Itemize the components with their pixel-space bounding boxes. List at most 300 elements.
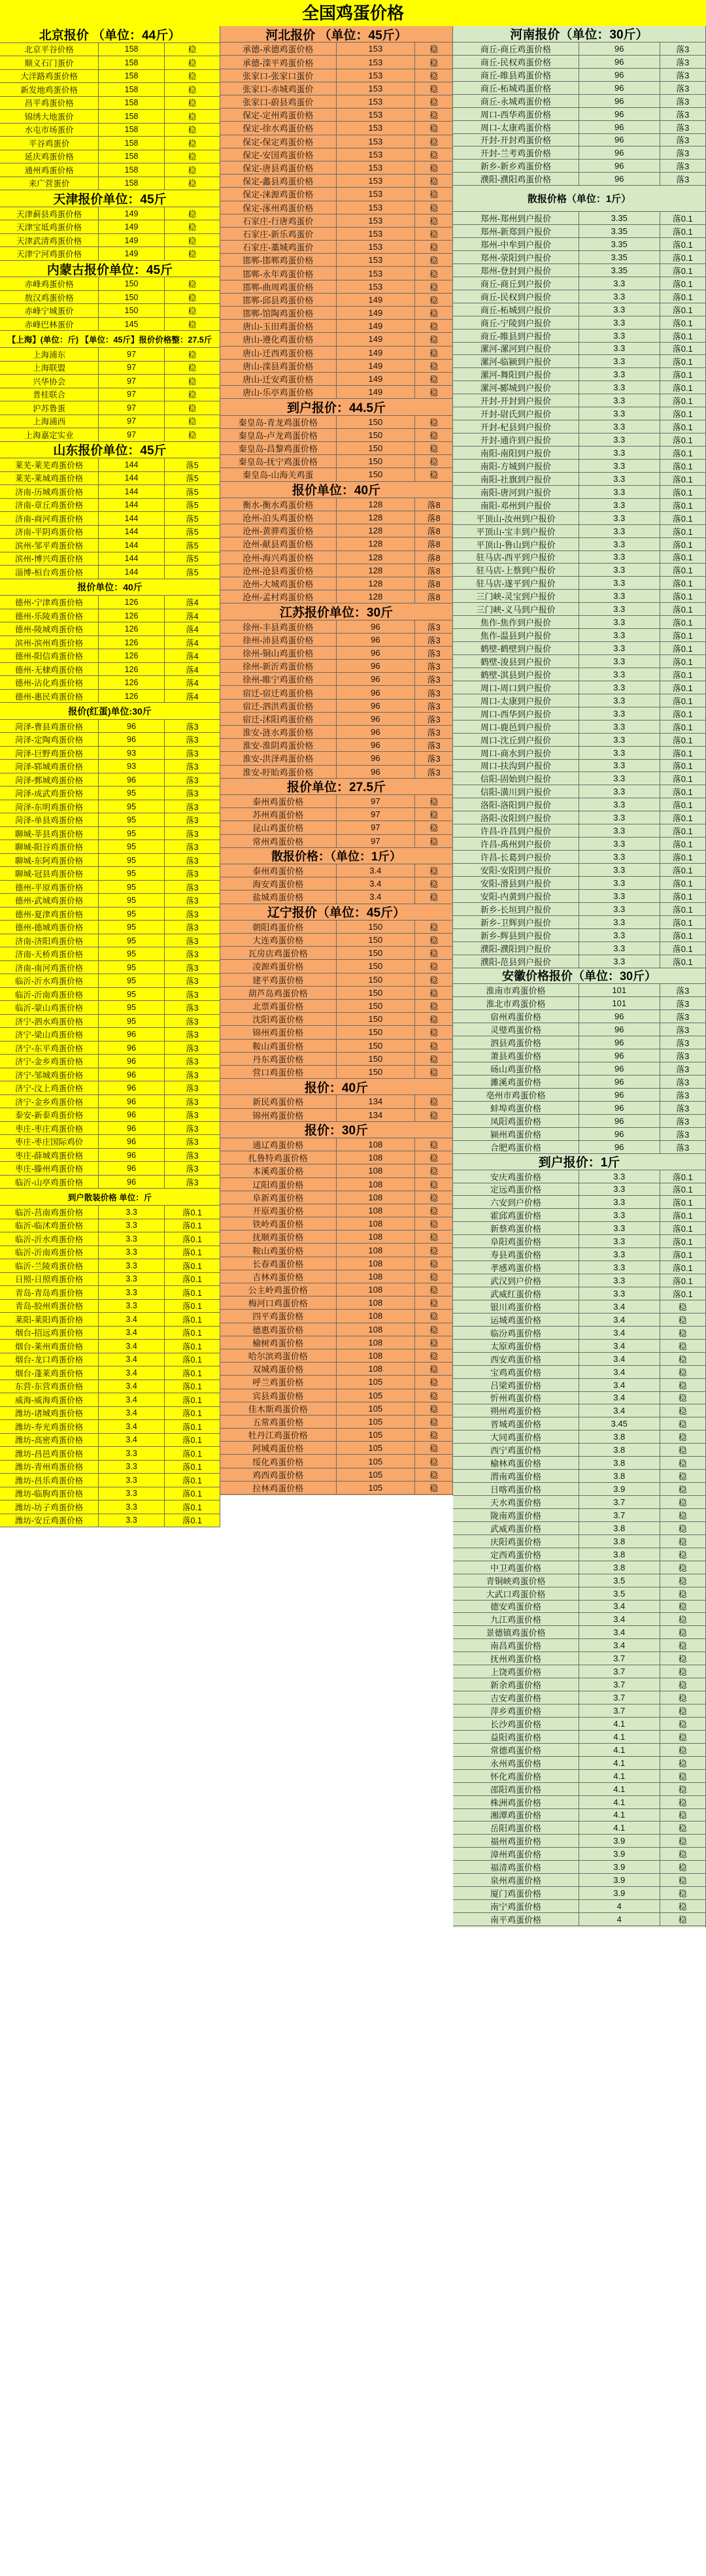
price-row xyxy=(220,241,452,254)
price-row xyxy=(0,1487,220,1501)
location-cell: 三门峡-灵宝到户报价 xyxy=(453,590,579,602)
location-cell: 晋城鸡蛋价格 xyxy=(453,1417,579,1430)
trend-cell: 稳 xyxy=(188,417,197,427)
price-row xyxy=(220,347,452,360)
price-cell: 3.3 xyxy=(579,564,660,576)
price-row xyxy=(453,707,705,720)
location-cell: 北票鸡蛋价格 xyxy=(220,1000,337,1012)
price-row xyxy=(0,1340,220,1353)
location-cell: 锦州鸡蛋价格 xyxy=(220,1109,337,1121)
price-row xyxy=(453,1417,705,1431)
trend-cell: 落5 xyxy=(186,487,199,497)
price-row xyxy=(453,642,705,655)
trend-cell: 稳 xyxy=(678,1850,687,1860)
trend-cell: 落3 xyxy=(186,1097,199,1107)
price-row xyxy=(453,851,705,864)
location-cell: 益阳鸡蛋价格 xyxy=(453,1731,579,1743)
trend-cell: 稳 xyxy=(429,1067,439,1077)
section-header: 到户报价：44.5斤 xyxy=(220,399,452,415)
price-row xyxy=(0,220,220,234)
price-cell: 3.8 xyxy=(579,1457,660,1469)
price-cell: 150 xyxy=(337,921,416,933)
price-cell: 95 xyxy=(99,827,165,840)
price-row xyxy=(0,1219,220,1233)
trend-cell: 落0.1 xyxy=(182,1476,202,1485)
trend-cell: 落0.1 xyxy=(182,1382,202,1392)
location-cell: 漯河-舞阳到户报价 xyxy=(453,368,579,381)
price-cell: 3.3 xyxy=(579,916,660,928)
trend-cell: 落3 xyxy=(186,736,199,745)
trend-cell: 稳 xyxy=(429,1140,439,1151)
trend-cell: 稳 xyxy=(188,350,197,360)
trend-cell: 落3 xyxy=(427,675,441,685)
trend-cell: 落3 xyxy=(676,1038,690,1049)
location-cell: 济宁-梁山鸡蛋价格 xyxy=(0,1028,99,1041)
location-cell: 聊城-冠县鸡蛋价格 xyxy=(0,867,99,880)
location-cell: 保定-安国鸡蛋价格 xyxy=(220,148,337,161)
trend-cell: 稳 xyxy=(429,1219,439,1230)
trend-cell: 落0.1 xyxy=(672,1263,693,1274)
trend-cell: 稳 xyxy=(678,1406,687,1417)
trend-cell: 稳 xyxy=(429,1166,439,1177)
price-row xyxy=(453,903,705,916)
price-cell: 3.3 xyxy=(579,642,660,654)
price-row xyxy=(220,56,452,69)
section-header: 内蒙古报价单位：45斤 xyxy=(0,261,220,278)
trend-cell: 稳 xyxy=(429,361,439,371)
region-column xyxy=(453,26,706,1927)
trend-cell: 稳 xyxy=(429,1246,439,1256)
location-cell: 焦作-焦作到户报价 xyxy=(453,616,579,628)
price-row xyxy=(453,1076,705,1089)
price-row xyxy=(0,1028,220,1042)
trend-cell: 稳 xyxy=(429,1232,439,1243)
price-cell: 3.3 xyxy=(579,1235,660,1247)
price-row xyxy=(220,564,452,577)
trend-cell: 稳 xyxy=(678,1876,687,1886)
price-cell: 3.45 xyxy=(579,1417,660,1430)
trend-cell: 落0.1 xyxy=(182,1302,202,1312)
location-cell: 定西鸡蛋价格 xyxy=(453,1548,579,1561)
location-cell: 日喀鸡蛋价格 xyxy=(453,1483,579,1495)
price-row xyxy=(453,955,705,968)
price-row xyxy=(220,1138,452,1151)
price-cell: 3.3 xyxy=(579,394,660,407)
section-header: 报价单位：27.5斤 xyxy=(220,779,452,795)
price-cell: 95 xyxy=(99,854,165,867)
trend-cell: 稳 xyxy=(188,236,197,246)
price-cell: 96 xyxy=(99,773,165,787)
trend-cell: 落0.1 xyxy=(672,618,693,628)
trend-cell: 落0.1 xyxy=(672,878,693,889)
price-row xyxy=(220,373,452,386)
price-cell: 3.4 xyxy=(99,1340,165,1353)
trend-cell: 稳 xyxy=(678,1732,687,1742)
trend-cell: 落3 xyxy=(186,749,199,758)
location-cell: 商丘-永城鸡蛋价格 xyxy=(453,95,579,107)
price-cell: 96 xyxy=(337,686,416,698)
location-cell: 德州-武城鸡蛋价格 xyxy=(0,894,99,907)
trend-cell: 落0.1 xyxy=(672,761,693,771)
price-row xyxy=(220,726,452,739)
price-cell: 3.8 xyxy=(579,1444,660,1456)
price-cell: 3.3 xyxy=(579,1183,660,1196)
trend-cell: 稳 xyxy=(188,85,197,95)
price-row xyxy=(453,277,705,290)
location-cell: 张家口-蔚县鸡蛋价 xyxy=(220,95,337,108)
location-cell: 唐山-滦县鸡蛋价格 xyxy=(220,360,337,372)
location-cell: 张家口-赤城鸡蛋价 xyxy=(220,82,337,95)
price-cell: 95 xyxy=(99,894,165,907)
price-row xyxy=(0,1447,220,1461)
location-cell: 常州鸡蛋价格 xyxy=(220,835,337,847)
trend-cell: 落0.1 xyxy=(672,1237,693,1247)
trend-cell: 稳 xyxy=(429,975,439,985)
trend-cell: 稳 xyxy=(678,1706,687,1716)
trend-cell: 落3 xyxy=(676,1051,690,1062)
price-cell: 126 xyxy=(99,609,165,622)
location-cell: 驻马店-西平到户报价 xyxy=(453,551,579,564)
location-cell: 淄博-桓台鸡蛋价格 xyxy=(0,566,99,579)
trend-cell: 落3 xyxy=(186,1138,199,1147)
price-cell: 3.7 xyxy=(579,1509,660,1521)
price-row xyxy=(0,485,220,499)
location-cell: 颍州鸡蛋价格 xyxy=(453,1128,579,1140)
price-row xyxy=(453,1300,705,1313)
location-cell: 鞍山鸡蛋价格 xyxy=(220,1040,337,1052)
price-row xyxy=(0,566,220,579)
price-cell: 4.1 xyxy=(579,1718,660,1730)
trend-cell: 稳 xyxy=(429,1391,439,1401)
price-cell: 3.3 xyxy=(579,447,660,459)
price-cell: 150 xyxy=(337,468,416,481)
price-cell: 3.9 xyxy=(579,1483,660,1495)
price-row xyxy=(0,512,220,526)
location-cell: 聊城-阳谷鸡蛋价格 xyxy=(0,840,99,853)
price-cell: 149 xyxy=(337,386,416,398)
trend-cell: 稳 xyxy=(429,922,439,932)
location-cell: 沧州-沧县鸡蛋价格 xyxy=(220,564,337,577)
price-row xyxy=(0,97,220,110)
price-cell: 108 xyxy=(337,1191,416,1204)
trend-cell: 稳 xyxy=(429,949,439,959)
location-cell: 砀山鸡蛋价格 xyxy=(453,1062,579,1075)
trend-cell: 落0.1 xyxy=(672,904,693,915)
price-row xyxy=(453,343,705,356)
price-row xyxy=(0,609,220,623)
price-row xyxy=(0,247,220,261)
price-cell: 96 xyxy=(579,1102,660,1114)
price-row xyxy=(220,752,452,765)
price-cell: 95 xyxy=(99,813,165,826)
price-cell: 126 xyxy=(99,690,165,703)
price-row xyxy=(220,577,452,590)
price-cell: 96 xyxy=(579,1062,660,1075)
location-cell: 开封-开封鸡蛋价格 xyxy=(453,134,579,146)
price-cell: 93 xyxy=(99,760,165,773)
location-cell: 济宁-汶上鸡蛋价格 xyxy=(0,1081,99,1094)
trend-cell: 落0.1 xyxy=(672,748,693,758)
location-cell: 石家庄-新乐鸡蛋价 xyxy=(220,228,337,240)
price-cell: 153 xyxy=(337,241,416,253)
trend-cell: 落3 xyxy=(676,70,690,80)
location-cell: 岳阳鸡蛋价格 xyxy=(453,1822,579,1834)
price-row xyxy=(453,916,705,929)
trend-cell: 稳 xyxy=(678,1914,687,1925)
trend-cell: 稳 xyxy=(678,1823,687,1834)
trend-cell: 稳 xyxy=(678,1536,687,1547)
location-cell: 平顶山-宝丰到户报价 xyxy=(453,525,579,537)
location-cell: 周口-沈丘到户报价 xyxy=(453,734,579,746)
location-cell: 阜阳鸡蛋价格 xyxy=(453,1235,579,1247)
price-cell: 3.3 xyxy=(579,433,660,446)
trend-cell: 落3 xyxy=(676,1012,690,1023)
trend-cell: 稳 xyxy=(429,229,439,239)
trend-cell: 稳 xyxy=(429,203,439,213)
location-cell: 聊城-莘县鸡蛋价格 xyxy=(0,827,99,840)
trend-cell: 落3 xyxy=(186,896,199,906)
price-row xyxy=(0,1393,220,1407)
trend-cell: 稳 xyxy=(429,84,439,94)
price-cell: 3.3 xyxy=(579,330,660,342)
price-row xyxy=(0,526,220,539)
price-row xyxy=(453,1587,705,1601)
price-row xyxy=(453,1141,705,1154)
trend-cell: 稳 xyxy=(429,1179,439,1190)
price-cell: 3.8 xyxy=(579,1431,660,1443)
trend-cell: 稳 xyxy=(429,1325,439,1335)
trend-cell: 落3 xyxy=(676,83,690,93)
trend-cell: 落0.1 xyxy=(672,422,693,433)
price-row xyxy=(453,1483,705,1496)
trend-cell: 稳 xyxy=(678,1523,687,1534)
price-cell: 158 xyxy=(99,43,165,56)
trend-cell: 稳 xyxy=(678,1889,687,1899)
price-row xyxy=(453,1783,705,1796)
trend-cell: 落8 xyxy=(427,539,441,550)
price-cell: 96 xyxy=(579,82,660,94)
location-cell: 潍坊-寿光鸡蛋价格 xyxy=(0,1420,99,1433)
trend-cell: 稳 xyxy=(188,112,197,122)
price-row xyxy=(0,1055,220,1068)
location-cell: 庆阳鸡蛋价格 xyxy=(453,1535,579,1548)
location-cell: 新蔡鸡蛋价格 xyxy=(453,1222,579,1234)
price-row xyxy=(0,1108,220,1122)
price-cell: 105 xyxy=(337,1429,416,1441)
location-cell: 临沂-山亭鸡蛋价格 xyxy=(0,1176,99,1189)
trend-cell: 稳 xyxy=(188,72,197,82)
trend-cell: 稳 xyxy=(429,375,439,385)
price-row xyxy=(0,539,220,552)
location-cell: 保定-保定鸡蛋价格 xyxy=(220,135,337,148)
trend-cell: 稳 xyxy=(429,1431,439,1441)
location-cell: 敖汉鸡蛋价格 xyxy=(0,291,99,304)
location-cell: 唐山-玉田鸡蛋价格 xyxy=(220,320,337,332)
price-row xyxy=(453,538,705,551)
location-cell: 鸡西鸡蛋价格 xyxy=(220,1468,337,1481)
trend-cell: 落3 xyxy=(186,1178,199,1187)
trend-cell: 稳 xyxy=(678,1680,687,1691)
location-cell: 双城鸡蛋价格 xyxy=(220,1363,337,1375)
location-cell: 漯河-临颍到户报价 xyxy=(453,355,579,367)
trend-cell: 落0.1 xyxy=(672,592,693,602)
location-cell: 普桂联合 xyxy=(0,388,99,401)
trend-cell: 稳 xyxy=(678,1563,687,1573)
location-cell: 烟台-龙口鸡蛋价格 xyxy=(0,1353,99,1366)
price-row xyxy=(220,42,452,56)
trend-cell: 落4 xyxy=(186,611,199,621)
price-row xyxy=(220,1230,452,1244)
trend-cell: 稳 xyxy=(678,1784,687,1795)
price-row xyxy=(453,984,705,997)
location-cell: 平顶山-汝州到户报价 xyxy=(453,512,579,524)
location-cell: 鞍山鸡蛋价格 xyxy=(220,1244,337,1256)
price-row xyxy=(0,1353,220,1367)
price-cell: 153 xyxy=(337,122,416,134)
location-cell: 开封-开封到户报价 xyxy=(453,394,579,407)
trend-cell: 落0.1 xyxy=(672,474,693,484)
price-cell: 144 xyxy=(99,512,165,525)
price-row xyxy=(453,1601,705,1614)
location-cell: 盐城鸡蛋价格 xyxy=(220,890,337,903)
price-row xyxy=(453,1574,705,1587)
location-cell: 潍坊-高密鸡蛋价格 xyxy=(0,1434,99,1447)
trend-cell: 落3 xyxy=(427,767,441,777)
price-cell: 3.7 xyxy=(579,1665,660,1678)
location-cell: 萍乡鸡蛋价格 xyxy=(453,1704,579,1717)
trend-cell: 稳 xyxy=(429,457,439,467)
location-cell: 青铜峡鸡蛋价格 xyxy=(453,1574,579,1587)
trend-cell: 落0.1 xyxy=(672,1185,693,1195)
location-cell: 郑州-新郑到户报价 xyxy=(453,225,579,237)
trend-cell: 稳 xyxy=(429,892,439,903)
price-cell: 126 xyxy=(99,649,165,662)
price-cell: 96 xyxy=(99,1122,165,1135)
price-row xyxy=(453,747,705,760)
price-cell: 105 xyxy=(337,1455,416,1467)
price-cell: 3.3 xyxy=(579,629,660,641)
price-cell: 3.3 xyxy=(99,1259,165,1272)
price-row xyxy=(220,267,452,280)
price-row xyxy=(0,596,220,609)
location-cell: 抚州鸡蛋价格 xyxy=(453,1652,579,1665)
price-row xyxy=(453,1353,705,1366)
location-cell: 烟台-蓬莱鸡蛋价格 xyxy=(0,1366,99,1380)
location-cell: 丹东鸡蛋价格 xyxy=(220,1053,337,1065)
price-row xyxy=(453,264,705,277)
price-row xyxy=(220,1257,452,1270)
trend-cell: 落3 xyxy=(676,96,690,107)
trend-cell: 落3 xyxy=(186,816,199,826)
price-row xyxy=(453,173,705,186)
trend-cell: 落5 xyxy=(186,541,199,551)
price-row xyxy=(453,1209,705,1222)
price-row xyxy=(453,251,705,264)
trend-cell: 稳 xyxy=(678,1485,687,1495)
price-cell: 153 xyxy=(337,161,416,174)
location-cell: 德州-阳信鸡蛋价格 xyxy=(0,649,99,662)
trend-cell: 稳 xyxy=(429,1110,439,1121)
price-row xyxy=(0,988,220,1002)
location-cell: 周口-周口到户报价 xyxy=(453,681,579,694)
price-cell: 108 xyxy=(337,1283,416,1296)
price-row xyxy=(0,318,220,331)
price-cell: 95 xyxy=(99,988,165,1001)
price-row xyxy=(220,82,452,95)
trend-cell: 稳 xyxy=(678,1550,687,1560)
location-cell: 唐山-迁安鸡蛋价格 xyxy=(220,373,337,385)
location-cell: 阜新鸡蛋价格 xyxy=(220,1191,337,1204)
price-row xyxy=(0,362,220,375)
location-cell: 来广营蛋价 xyxy=(0,177,99,190)
trend-cell: 稳 xyxy=(429,150,439,160)
trend-cell: 落3 xyxy=(186,843,199,853)
trend-cell: 稳 xyxy=(429,1015,439,1025)
trend-cell: 稳 xyxy=(429,1054,439,1064)
price-cell: 95 xyxy=(99,934,165,947)
price-row xyxy=(453,394,705,407)
location-cell: 灵璧鸡蛋价格 xyxy=(453,1023,579,1036)
trend-cell: 稳 xyxy=(188,99,197,109)
trend-cell: 落0.1 xyxy=(672,683,693,693)
price-row xyxy=(220,1095,452,1108)
location-cell: 德州-平原鸡蛋价格 xyxy=(0,881,99,894)
location-cell: 唐山-迁西鸡蛋价格 xyxy=(220,347,337,359)
location-cell: 徐州-睢宁鸡蛋价格 xyxy=(220,673,337,685)
trend-cell: 稳 xyxy=(429,322,439,332)
price-cell: 3.4 xyxy=(579,1300,660,1313)
price-cell: 3.4 xyxy=(99,1313,165,1326)
price-cell: 3.4 xyxy=(99,1366,165,1380)
price-row xyxy=(0,676,220,690)
location-cell: 吉安鸡蛋价格 xyxy=(453,1691,579,1704)
location-cell: 常德鸡蛋价格 xyxy=(453,1744,579,1756)
price-row xyxy=(0,1300,220,1313)
trend-cell: 落3 xyxy=(427,754,441,764)
trend-cell: 落8 xyxy=(427,579,441,589)
location-cell: 潍坊-昌邑鸡蛋价格 xyxy=(0,1447,99,1460)
price-cell: 149 xyxy=(337,307,416,319)
trend-cell: 落3 xyxy=(676,1116,690,1127)
trend-cell: 落3 xyxy=(676,175,690,185)
price-cell: 153 xyxy=(337,214,416,227)
price-row xyxy=(220,1040,452,1053)
trend-cell: 稳 xyxy=(429,470,439,481)
price-row xyxy=(453,368,705,381)
trend-cell: 稳 xyxy=(678,1472,687,1482)
price-row xyxy=(453,1366,705,1379)
price-cell: 150 xyxy=(99,277,165,290)
price-cell: 96 xyxy=(337,713,416,725)
price-cell: 95 xyxy=(99,921,165,934)
trend-cell: 落0.1 xyxy=(672,214,693,224)
price-row xyxy=(220,188,452,201)
location-cell: 泰州鸡蛋价格 xyxy=(220,864,337,877)
trend-cell: 落3 xyxy=(676,109,690,120)
price-cell: 108 xyxy=(337,1151,416,1164)
location-cell: 永州鸡蛋价格 xyxy=(453,1757,579,1769)
trend-cell: 落3 xyxy=(186,977,199,987)
price-cell: 96 xyxy=(579,1023,660,1036)
price-cell: 149 xyxy=(337,333,416,345)
location-cell: 滨州-邹平鸡蛋价格 xyxy=(0,539,99,552)
trend-cell: 落0.1 xyxy=(672,318,693,328)
location-cell: 阿城鸡蛋价格 xyxy=(220,1442,337,1454)
trend-cell: 稳 xyxy=(429,1470,439,1480)
location-cell: 渭南鸡蛋价格 xyxy=(453,1470,579,1482)
price-row xyxy=(453,486,705,499)
price-row xyxy=(0,163,220,177)
